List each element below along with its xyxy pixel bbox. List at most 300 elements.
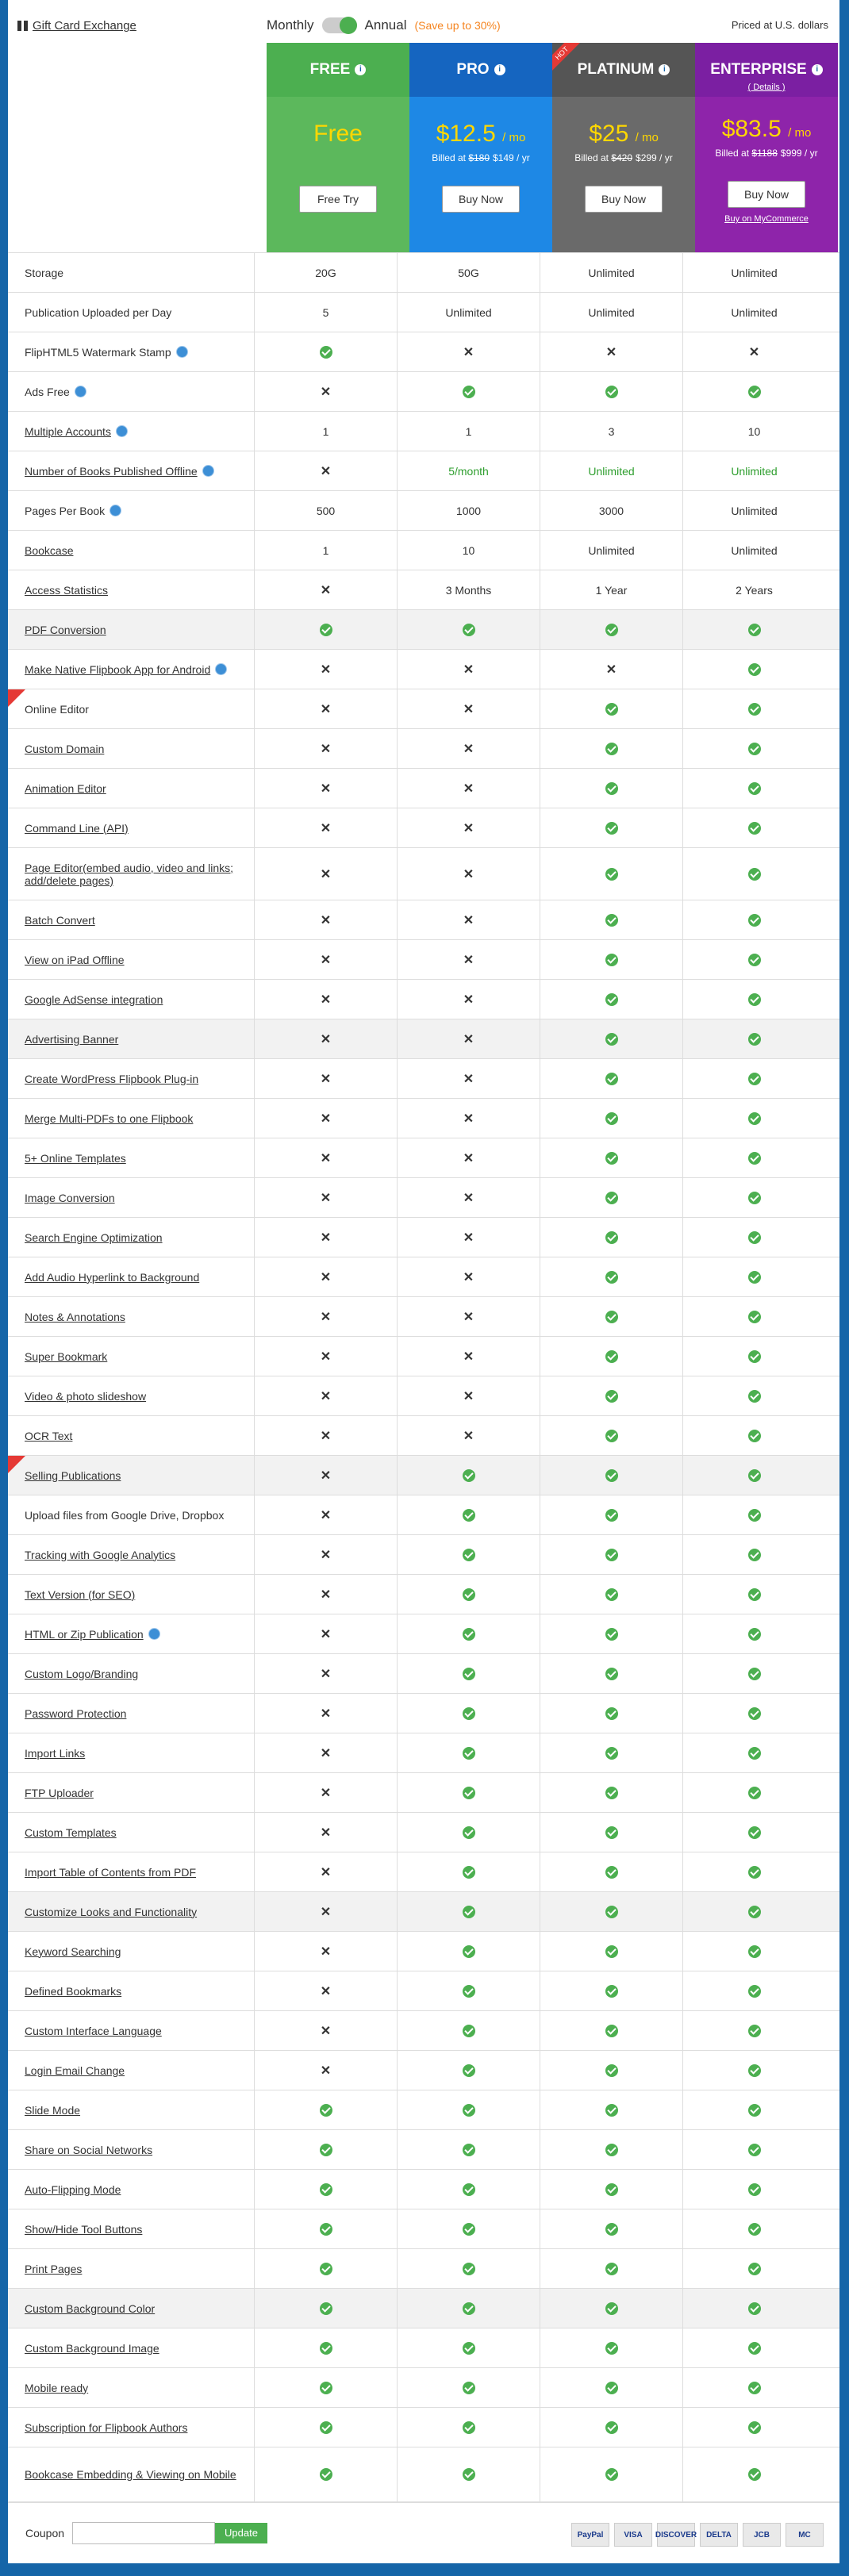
feature-name[interactable] xyxy=(8,900,255,939)
check-icon xyxy=(605,1192,618,1204)
feature-name xyxy=(8,1495,255,1534)
feature-name[interactable] xyxy=(8,1376,255,1415)
table-cell xyxy=(683,1575,825,1614)
payment-logo: PayPal xyxy=(571,2523,609,2547)
feature-name[interactable] xyxy=(8,1852,255,1891)
table-cell xyxy=(255,610,398,649)
table-cell xyxy=(255,1019,398,1058)
feature-name[interactable] xyxy=(8,2170,255,2209)
table-cell xyxy=(540,650,683,689)
table-row xyxy=(8,2011,839,2051)
feature-name[interactable] xyxy=(8,1218,255,1257)
billed-text xyxy=(267,152,409,163)
check-icon xyxy=(748,2302,761,2315)
table-cell xyxy=(398,253,540,292)
cross-icon: ✕ xyxy=(320,1548,332,1562)
check-icon xyxy=(605,822,618,835)
header-left xyxy=(8,0,267,252)
cross-icon: ✕ xyxy=(320,821,332,835)
plan-price xyxy=(267,121,409,148)
feature-label: Text Version (for SEO) xyxy=(25,1587,136,1601)
coupon-label: Coupon xyxy=(25,2527,65,2540)
cross-icon: ✕ xyxy=(320,662,332,677)
table-cell xyxy=(540,2209,683,2248)
plan-name: PRO xyxy=(456,61,490,78)
table-cell xyxy=(398,451,540,490)
update-button[interactable]: Update xyxy=(215,2523,267,2543)
feature-name xyxy=(8,253,255,292)
table-cell xyxy=(398,1218,540,1257)
info-icon[interactable] xyxy=(202,465,214,477)
table-row xyxy=(8,2368,839,2408)
cross-icon: ✕ xyxy=(320,702,332,716)
info-icon[interactable] xyxy=(215,663,227,675)
table-row xyxy=(8,2090,839,2130)
cross-icon: ✕ xyxy=(320,1865,332,1879)
feature-name[interactable] xyxy=(8,2209,255,2248)
feature-name[interactable] xyxy=(8,650,255,689)
feature-label: Page Editor(embed audio, video and links; add/delete pages) xyxy=(25,861,234,887)
table-row xyxy=(8,2249,839,2289)
feature-name[interactable] xyxy=(8,2289,255,2328)
table-cell xyxy=(683,689,825,728)
cross-icon: ✕ xyxy=(463,1072,474,1086)
table-row xyxy=(8,729,839,769)
check-icon xyxy=(605,2302,618,2315)
table-row xyxy=(8,1733,839,1773)
feature-name[interactable] xyxy=(8,2328,255,2367)
table-cell xyxy=(255,570,398,609)
table-row xyxy=(8,1932,839,1971)
table-cell xyxy=(683,1733,825,1772)
check-icon xyxy=(748,2468,761,2481)
table-cell xyxy=(540,1575,683,1614)
check-icon xyxy=(605,1231,618,1244)
table-cell xyxy=(683,1376,825,1415)
cell-value: Unlimited xyxy=(731,543,778,557)
feature-name[interactable] xyxy=(8,1614,255,1653)
details-link[interactable]: ( Details ) xyxy=(747,83,786,92)
feature-name[interactable] xyxy=(8,1099,255,1138)
feature-name[interactable] xyxy=(8,1456,255,1495)
check-icon xyxy=(748,1985,761,1998)
table-cell xyxy=(398,1694,540,1733)
price-value: $83.5 xyxy=(721,116,782,142)
billed-text xyxy=(552,152,695,163)
table-cell xyxy=(398,1892,540,1931)
feature-name[interactable] xyxy=(8,848,255,900)
info-icon[interactable]: i xyxy=(494,64,505,75)
feature-name[interactable] xyxy=(8,412,255,451)
cross-icon: ✕ xyxy=(320,742,332,756)
feature-name xyxy=(8,293,255,332)
feature-name[interactable] xyxy=(8,2447,255,2501)
table-row xyxy=(8,1059,839,1099)
feature-name[interactable] xyxy=(8,1892,255,1931)
table-cell xyxy=(255,1178,398,1217)
feature-label: Make Native Flipbook App for Android xyxy=(25,662,211,676)
info-icon[interactable] xyxy=(148,1628,160,1640)
table-cell xyxy=(255,2170,398,2209)
feature-label: Import Table of Contents from PDF xyxy=(25,1865,197,1879)
plan-name: ENTERPRISE xyxy=(710,61,807,78)
table-cell xyxy=(398,2289,540,2328)
cross-icon: ✕ xyxy=(463,345,474,359)
table-cell xyxy=(683,412,825,451)
table-cell xyxy=(255,372,398,411)
table-cell xyxy=(255,1535,398,1574)
cross-icon: ✕ xyxy=(320,1111,332,1126)
table-cell xyxy=(398,372,540,411)
table-cell xyxy=(398,1257,540,1296)
cell-value: 50G xyxy=(458,266,479,279)
feature-name[interactable] xyxy=(8,1932,255,1971)
table-cell xyxy=(398,1019,540,1058)
check-icon xyxy=(605,1906,618,1918)
check-icon xyxy=(605,1668,618,1680)
hot-badge: HOT xyxy=(552,43,582,74)
table-row xyxy=(8,1694,839,1733)
feature-name[interactable] xyxy=(8,2090,255,2129)
feature-name[interactable] xyxy=(8,531,255,570)
cross-icon: ✕ xyxy=(463,1111,474,1126)
table-row xyxy=(8,1971,839,2011)
feature-label: Super Bookmark xyxy=(25,1349,108,1363)
table-cell xyxy=(540,2328,683,2367)
coupon-input[interactable] xyxy=(72,2522,215,2544)
payment-methods xyxy=(571,2523,824,2547)
payment-logo: VISA xyxy=(614,2523,652,2547)
table-cell xyxy=(683,1535,825,1574)
annual-label[interactable]: Annual xyxy=(364,17,407,33)
cross-icon: ✕ xyxy=(463,867,474,881)
table-cell xyxy=(255,1099,398,1138)
billed-prefix: Billed at xyxy=(574,152,609,163)
feature-name[interactable] xyxy=(8,1019,255,1058)
feature-label: Create WordPress Flipbook Plug-in xyxy=(25,1072,199,1085)
table-cell xyxy=(540,1019,683,1058)
cross-icon: ✕ xyxy=(320,385,332,399)
table-cell xyxy=(255,1614,398,1653)
feature-label: Publication Uploaded per Day xyxy=(25,305,172,319)
check-icon xyxy=(748,2342,761,2355)
table-cell xyxy=(540,1971,683,2010)
feature-name[interactable] xyxy=(8,1059,255,1098)
feature-label: Show/Hide Tool Buttons xyxy=(25,2222,143,2236)
check-icon xyxy=(463,2144,475,2156)
table-cell xyxy=(255,1416,398,1455)
mycommerce-link[interactable]: Buy on MyCommerce xyxy=(724,214,809,224)
check-icon xyxy=(463,386,475,398)
table-cell xyxy=(398,1337,540,1376)
plan-button[interactable]: Free Try xyxy=(299,186,377,213)
table-cell xyxy=(683,940,825,979)
table-row xyxy=(8,1892,839,1932)
table-cell xyxy=(683,1813,825,1852)
table-cell xyxy=(398,2447,540,2501)
table-cell xyxy=(398,2170,540,2209)
check-icon xyxy=(605,2104,618,2117)
feature-label: Video & photo slideshow xyxy=(25,1389,147,1403)
feature-name[interactable] xyxy=(8,451,255,490)
check-icon xyxy=(605,1311,618,1323)
check-icon xyxy=(463,2421,475,2434)
cross-icon: ✕ xyxy=(320,1151,332,1165)
table-cell xyxy=(540,2408,683,2447)
table-cell xyxy=(683,1852,825,1891)
check-icon xyxy=(748,868,761,881)
feature-name[interactable] xyxy=(8,2051,255,2090)
feature-label: Subscription for Flipbook Authors xyxy=(25,2421,188,2434)
check-icon xyxy=(748,1826,761,1839)
feature-name[interactable] xyxy=(8,2249,255,2288)
feature-name[interactable] xyxy=(8,1694,255,1733)
table-cell xyxy=(683,1932,825,1971)
check-icon xyxy=(748,782,761,795)
table-row xyxy=(8,372,839,412)
table-cell xyxy=(683,729,825,768)
check-icon xyxy=(605,782,618,795)
table-cell xyxy=(540,900,683,939)
feature-name[interactable] xyxy=(8,980,255,1019)
feature-name[interactable] xyxy=(8,2130,255,2169)
table-cell xyxy=(540,1495,683,1534)
check-icon xyxy=(605,993,618,1006)
check-icon xyxy=(748,2144,761,2156)
table-cell xyxy=(255,1852,398,1891)
table-row xyxy=(8,1773,839,1813)
feature-label: Defined Bookmarks xyxy=(25,1984,122,1998)
cell-value: 5/month xyxy=(448,464,489,478)
check-icon xyxy=(463,1945,475,1958)
check-icon xyxy=(463,1628,475,1641)
check-icon xyxy=(605,954,618,966)
check-icon xyxy=(748,2421,761,2434)
feature-name[interactable] xyxy=(8,1773,255,1812)
table-cell xyxy=(683,650,825,689)
feature-name[interactable] xyxy=(8,1535,255,1574)
check-icon xyxy=(748,1390,761,1403)
table-cell xyxy=(683,1297,825,1336)
check-icon xyxy=(463,2302,475,2315)
table-cell xyxy=(398,1932,540,1971)
feature-name[interactable] xyxy=(8,610,255,649)
check-icon xyxy=(748,1152,761,1165)
table-cell xyxy=(540,610,683,649)
cross-icon: ✕ xyxy=(463,1191,474,1205)
table-cell xyxy=(255,1892,398,1931)
feature-name[interactable] xyxy=(8,1337,255,1376)
table-cell xyxy=(255,2130,398,2169)
check-icon xyxy=(605,2263,618,2275)
gift-card-link[interactable] xyxy=(17,19,136,33)
table-cell xyxy=(398,769,540,808)
feature-label: Bookcase xyxy=(25,543,74,557)
billing-switch[interactable] xyxy=(322,17,357,33)
check-icon xyxy=(463,2104,475,2117)
table-cell xyxy=(398,2209,540,2248)
info-icon[interactable]: i xyxy=(659,64,670,75)
feature-name[interactable] xyxy=(8,808,255,847)
cell-value: Unlimited xyxy=(588,543,635,557)
table-cell xyxy=(683,1019,825,1058)
check-icon xyxy=(748,1707,761,1720)
table-cell xyxy=(683,1059,825,1098)
table-row xyxy=(8,1376,839,1416)
table-cell xyxy=(398,2408,540,2447)
check-icon xyxy=(748,2223,761,2236)
feature-name[interactable] xyxy=(8,2368,255,2407)
info-icon[interactable] xyxy=(116,425,128,437)
plan-name-header xyxy=(267,43,409,97)
table-row xyxy=(8,1495,839,1535)
table-cell xyxy=(540,1535,683,1574)
feature-name[interactable] xyxy=(8,1971,255,2010)
check-icon xyxy=(748,2263,761,2275)
cross-icon: ✕ xyxy=(605,345,617,359)
check-icon xyxy=(748,1787,761,1799)
info-icon[interactable] xyxy=(109,505,121,516)
payment-logo: DISCOVER xyxy=(657,2523,695,2547)
table-row xyxy=(8,1654,839,1694)
check-icon xyxy=(320,2144,332,2156)
feature-name[interactable] xyxy=(8,1654,255,1693)
plan-enterprise xyxy=(695,43,838,252)
table-cell xyxy=(540,1773,683,1812)
table-cell xyxy=(683,293,825,332)
table-cell xyxy=(398,1971,540,2010)
table-cell xyxy=(540,2090,683,2129)
cell-value: Unlimited xyxy=(445,305,492,319)
feature-name[interactable] xyxy=(8,769,255,808)
cross-icon: ✕ xyxy=(463,1230,474,1245)
table-cell xyxy=(255,2090,398,2129)
cross-icon: ✕ xyxy=(320,1825,332,1840)
cell-value: 1 xyxy=(465,424,472,438)
cross-icon: ✕ xyxy=(320,867,332,881)
table-cell xyxy=(255,808,398,847)
plan-button[interactable]: Buy Now xyxy=(728,181,805,208)
check-icon xyxy=(748,1311,761,1323)
table-cell xyxy=(540,1892,683,1931)
plan-button[interactable]: Buy Now xyxy=(585,186,663,213)
plan-free xyxy=(267,43,409,252)
table-cell xyxy=(255,1813,398,1852)
feature-name[interactable] xyxy=(8,940,255,979)
cross-icon: ✕ xyxy=(320,1746,332,1760)
check-icon xyxy=(463,624,475,636)
check-icon xyxy=(463,1747,475,1760)
feature-name[interactable] xyxy=(8,1257,255,1296)
table-cell xyxy=(683,2130,825,2169)
cell-value: 1 Year xyxy=(595,583,628,597)
table-cell xyxy=(683,2249,825,2288)
feature-name[interactable] xyxy=(8,1297,255,1336)
plan-button[interactable]: Buy Now xyxy=(442,186,520,213)
check-icon xyxy=(605,1073,618,1085)
table-cell xyxy=(683,1178,825,1217)
check-icon xyxy=(463,1668,475,1680)
table-row xyxy=(8,808,839,848)
table-cell xyxy=(255,1773,398,1812)
feature-label: Merge Multi-PDFs to one Flipbook xyxy=(25,1111,194,1125)
feature-name[interactable] xyxy=(8,1813,255,1852)
table-row xyxy=(8,689,839,729)
info-icon[interactable]: i xyxy=(812,64,823,75)
table-cell xyxy=(540,1178,683,1217)
feature-name[interactable] xyxy=(8,1575,255,1614)
check-icon xyxy=(605,1390,618,1403)
table-cell xyxy=(255,1376,398,1415)
billed-prefix: Billed at xyxy=(715,148,750,159)
coupon-footer xyxy=(8,2502,839,2563)
price-per: / mo xyxy=(788,126,812,140)
table-cell xyxy=(398,412,540,451)
table-cell xyxy=(540,1456,683,1495)
billed-prefix: Billed at xyxy=(432,152,466,163)
cross-icon: ✕ xyxy=(320,1706,332,1721)
check-icon xyxy=(463,2468,475,2481)
feature-name[interactable] xyxy=(8,1416,255,1455)
table-cell xyxy=(540,412,683,451)
plan-pro xyxy=(409,43,552,252)
table-cell xyxy=(255,2447,398,2501)
cross-icon: ✕ xyxy=(320,992,332,1007)
cross-icon: ✕ xyxy=(320,1627,332,1641)
info-icon[interactable]: i xyxy=(355,64,366,75)
table-row xyxy=(8,1852,839,1892)
check-icon xyxy=(463,2382,475,2394)
cross-icon: ✕ xyxy=(463,821,474,835)
cross-icon: ✕ xyxy=(320,1389,332,1403)
billed-text xyxy=(695,148,838,159)
feature-name[interactable] xyxy=(8,1178,255,1217)
feature-name[interactable] xyxy=(8,1138,255,1177)
table-cell xyxy=(255,2408,398,2447)
table-row xyxy=(8,2130,839,2170)
check-icon xyxy=(605,743,618,755)
feature-label: Custom Logo/Branding xyxy=(25,1667,139,1680)
feature-label: Google AdSense integration xyxy=(25,992,163,1006)
feature-name[interactable] xyxy=(8,570,255,609)
cross-icon: ✕ xyxy=(320,953,332,967)
cross-icon: ✕ xyxy=(463,781,474,796)
table-row xyxy=(8,1416,839,1456)
check-icon xyxy=(463,1985,475,1998)
table-cell xyxy=(683,2408,825,2447)
feature-name[interactable] xyxy=(8,729,255,768)
check-icon xyxy=(605,1707,618,1720)
check-icon xyxy=(748,993,761,1006)
cell-value: 3 xyxy=(608,424,615,438)
table-row xyxy=(8,610,839,650)
table-row xyxy=(8,1813,839,1852)
feature-name[interactable] xyxy=(8,2408,255,2447)
monthly-label[interactable]: Monthly xyxy=(267,17,314,33)
feature-name[interactable] xyxy=(8,2011,255,2050)
table-cell xyxy=(540,1099,683,1138)
table-cell xyxy=(683,1416,825,1455)
info-icon[interactable] xyxy=(176,346,188,358)
table-row xyxy=(8,1257,839,1297)
check-icon xyxy=(320,2183,332,2196)
info-icon[interactable] xyxy=(75,386,86,397)
cross-icon: ✕ xyxy=(463,1151,474,1165)
check-icon xyxy=(320,2382,332,2394)
feature-label: FTP Uploader xyxy=(25,1786,94,1799)
feature-name[interactable] xyxy=(8,1733,255,1772)
feature-label: Custom Domain xyxy=(25,742,105,755)
